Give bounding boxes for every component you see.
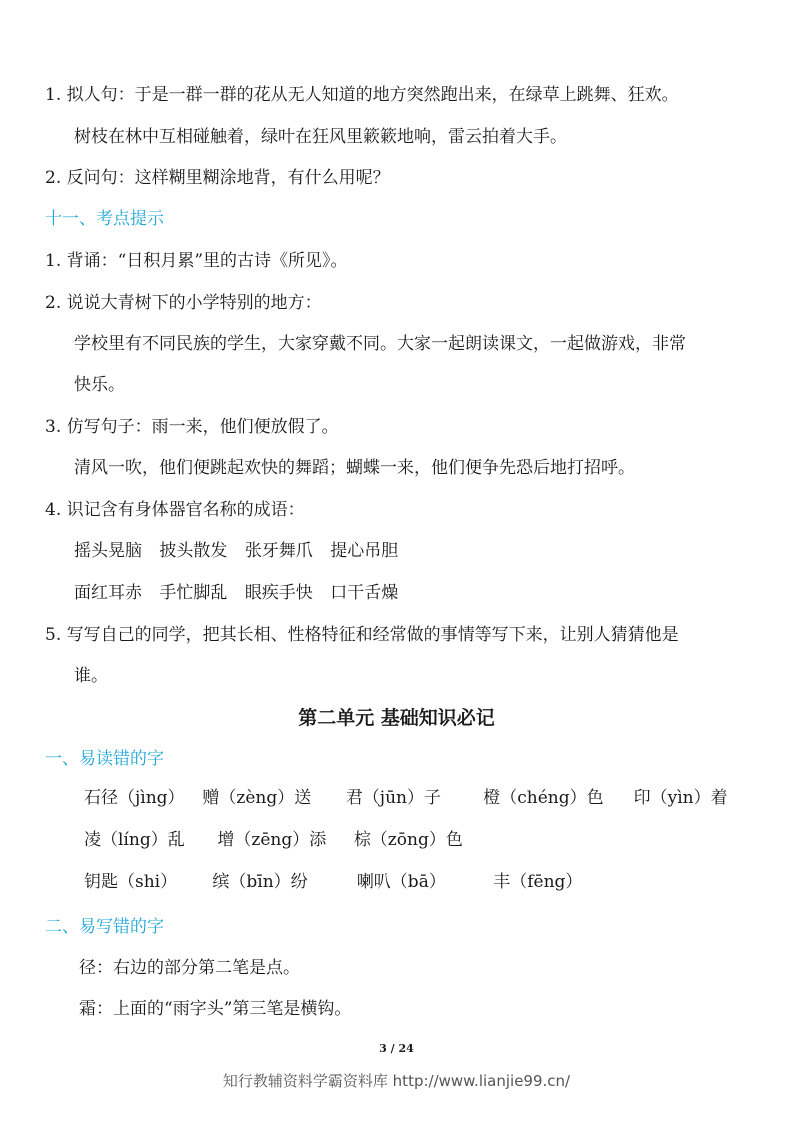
misread-row-2	[84, 829, 463, 851]
idiom: 面红耳赤	[74, 583, 142, 603]
tip-item-2: 2. 说说大青树下的小学特别的地方：	[45, 293, 322, 313]
sentence-continuation: 树枝在林中互相碰触着，绿叶在狂风里簌簌地响，雷云拍着大手。	[74, 127, 567, 147]
tip-item-2-answer: 学校里有不同民族的学生，大家穿戴不同。大家一起朗读课文，一起做游戏，非常	[74, 334, 686, 354]
misread-word: 缤（bīn）纷	[212, 872, 308, 892]
misread-row-1	[84, 787, 728, 809]
misread-word: 棕（zōng）色	[353, 830, 463, 850]
idiom: 提心吊胆	[330, 541, 399, 561]
misread-word: 增（zēng）添	[217, 830, 327, 850]
idiom-row-1	[74, 540, 410, 562]
idiom: 张牙舞爪	[244, 541, 313, 561]
miswritten-item-2: 霜：上面的“雨字头”第三笔是横钩。	[79, 999, 352, 1019]
misread-row-3	[84, 871, 582, 893]
misread-word: 赠（zèng）送	[202, 788, 312, 808]
misread-word: 君（jūn）子	[345, 788, 441, 808]
miswritten-item-1: 径：右边的部分第二笔是点。	[79, 958, 300, 978]
idiom: 摇头晃脑	[74, 541, 142, 561]
sentence-rhetorical: 2. 反问句：这样糊里糊涂地背，有什么用呢？	[45, 168, 390, 188]
tip-item-5-cont: 谁。	[74, 666, 108, 686]
section-heading-exam-tips: 十一、考点提示	[45, 209, 164, 229]
unit-title: 第二单元 基础知识必记	[298, 707, 495, 729]
idiom: 披头散发	[159, 541, 228, 561]
idiom: 手忙脚乱	[159, 583, 228, 603]
idiom-row-2	[74, 582, 410, 604]
tip-item-4: 4. 识记含有身体器官名称的成语：	[45, 500, 305, 520]
misread-word: 喇叭（bā）	[356, 872, 446, 892]
tip-item-5: 5. 写写自己的同学，把其长相、性格特征和经常做的事情等写下来，让别人猜猜他是	[45, 625, 679, 645]
section-heading-misread: 一、易读错的字	[45, 749, 164, 769]
tip-item-2-answer-cont: 快乐。	[74, 375, 125, 395]
misread-word: 钥匙（shi）	[84, 872, 178, 892]
misread-word: 丰（fēng）	[493, 872, 583, 892]
idiom: 眼疾手快	[244, 583, 313, 603]
misread-word: 印（yìn）着	[633, 788, 728, 808]
section-heading-miswritten: 二、易写错的字	[45, 917, 164, 937]
tip-item-1: 1. 背诵：“日积月累”里的古诗《所见》。	[45, 251, 348, 271]
tip-item-3: 3. 仿写句子：雨一来，他们便放假了。	[45, 417, 339, 437]
tip-item-3-answer: 清风一吹，他们便跳起欢快的舞蹈；蝴蝶一来，他们便争先恐后地打招呼。	[74, 458, 635, 478]
idiom: 口干舌燥	[330, 583, 399, 603]
misread-word: 橙（chéng）色	[483, 788, 604, 808]
misread-word: 凌（líng）乱	[84, 830, 185, 850]
footer-watermark: 知行教辅资料学霸资料库 http://www.lianjie99.cn/	[222, 1072, 571, 1090]
page-number: 3 / 24	[379, 1042, 414, 1055]
sentence-personification: 1. 拟人句：于是一群一群的花从无人知道的地方突然跑出来，在绿草上跳舞、狂欢。	[45, 85, 679, 105]
misread-word: 石径（jìng）	[84, 788, 185, 808]
